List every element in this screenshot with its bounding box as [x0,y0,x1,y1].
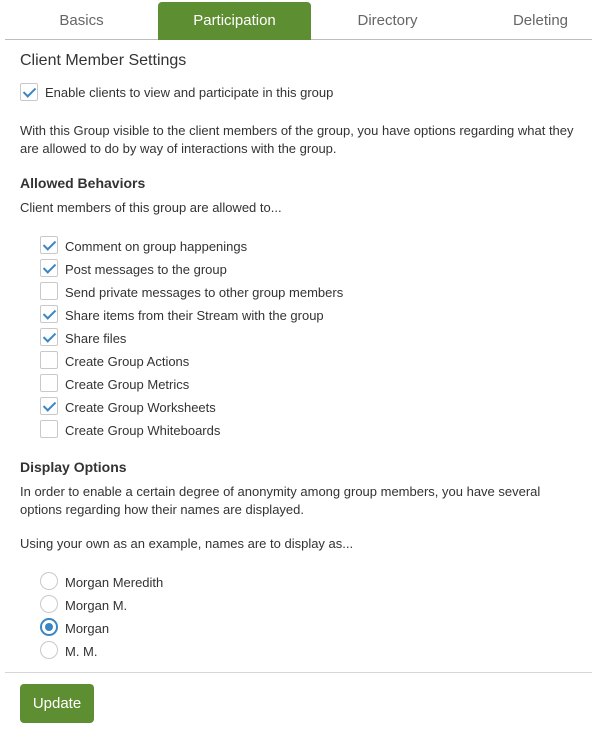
display-example-intro: Using your own as an example, names are to display as... [20,536,354,551]
name-format-label-first-initial: Morgan M. [65,598,128,613]
display-options-heading: Display Options [20,459,127,475]
behavior-checkbox-whiteboards[interactable] [40,420,58,438]
allowed-behaviors-intro: Client members of this group are allowed to... [20,200,282,215]
name-format-radio-first[interactable] [40,618,58,636]
section-title: Client Member Settings [20,52,187,69]
name-format-radio-initials[interactable] [40,641,58,659]
behavior-label-share-files: Share files [65,331,127,346]
tab-basics[interactable]: Basics [59,12,104,29]
behavior-label-metrics: Create Group Metrics [65,377,190,392]
tab-deleting[interactable]: Deleting [512,12,569,29]
behavior-label-whiteboards: Create Group Whiteboards [65,423,221,438]
behavior-label-comment: Comment on group happenings [65,239,248,254]
tab-directory[interactable]: Directory [357,12,418,29]
display-options-description: In order to enable a certain degree of anonymity among group members, you have several options regarding how their names are displayed. [20,484,541,517]
name-format-radio-full[interactable] [40,572,58,590]
behavior-checkbox-metrics[interactable] [40,374,58,392]
behavior-label-worksheets: Create Group Worksheets [65,400,216,415]
behavior-checkbox-actions[interactable] [40,351,58,369]
behavior-label-share-stream: Share items from their Stream with the group [65,308,324,323]
behavior-checkbox-worksheets[interactable] [40,397,58,415]
behavior-checkbox-private-messages[interactable] [40,282,58,300]
allowed-behaviors-heading: Allowed Behaviors [20,175,146,191]
name-format-label-full: Morgan Meredith [65,575,164,590]
behavior-label-private-messages: Send private messages to other group members [65,285,344,300]
enable-clients-label: Enable clients to view and participate in this group [45,85,334,100]
name-format-label-first: Morgan [65,621,110,636]
enable-clients-checkbox[interactable] [20,83,38,101]
tab-participation[interactable]: Participation [158,2,311,40]
tab-bar [0,0,592,40]
footer-divider [5,672,592,673]
behavior-checkbox-share-stream[interactable] [40,305,58,323]
client-settings-description: With this Group visible to the client members of the group, you have options regarding what they are allowed to do by way of interactions with the group. [20,123,574,156]
update-button[interactable]: Update [20,684,94,723]
behavior-checkbox-share-files[interactable] [40,328,58,346]
behavior-label-actions: Create Group Actions [65,354,190,369]
behavior-label-post: Post messages to the group [65,262,227,277]
behavior-checkbox-post[interactable] [40,259,58,277]
name-format-label-initials: M. M. [65,644,98,659]
behavior-checkbox-comment[interactable] [40,236,58,254]
name-format-radio-first-initial[interactable] [40,595,58,613]
